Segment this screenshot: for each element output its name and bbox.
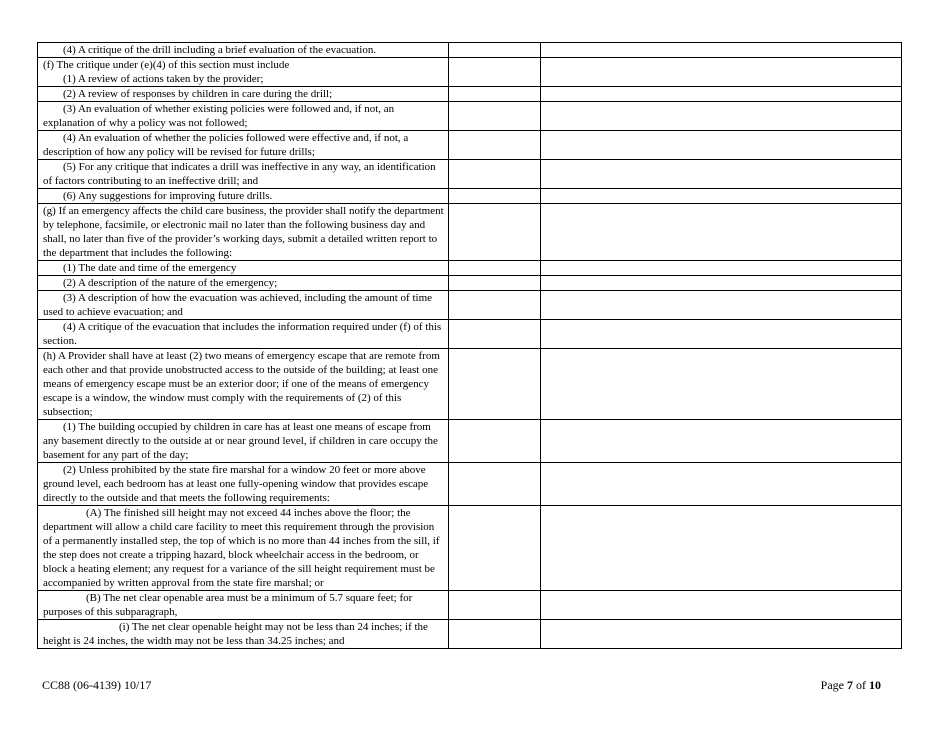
requirement-text: (f) The critique under (e)(4) of this section must include — [43, 59, 290, 71]
requirement-text: (B) The net clear openable area must be a minimum of 5.7 square feet; for purposes of this subparagraph, — [43, 592, 413, 618]
table-row — [38, 43, 902, 58]
table-row — [38, 204, 902, 261]
requirement-text: (4) A critique of the evacuation that includes the information required under (f) of this section. — [43, 321, 442, 347]
requirement-cell — [38, 320, 449, 349]
requirement-text: (h) A Provider shall have at least (2) two means of emergency escape that are remote from each other and that provide unobstructed access to the outside of the building; at least one means of emergency escape must be an exterior door; if one of the means of emergency escape is a window, the window must comply with the requirements of (2) of this subsection; — [43, 350, 440, 418]
compliance-cell[interactable] — [449, 204, 541, 261]
requirement-cell — [38, 102, 449, 131]
compliance-cell[interactable] — [449, 261, 541, 276]
table-row — [38, 320, 902, 349]
requirement-cell — [38, 87, 449, 102]
requirement-text: (2) Unless prohibited by the state fire marshal for a window 20 feet or more above ground level, each bedroom has at least one fully-opening window that provides escape directly to the outside and that meets the following requirements: — [43, 464, 429, 504]
compliance-cell[interactable] — [449, 420, 541, 463]
requirement-cell — [38, 420, 449, 463]
comments-cell[interactable] — [541, 160, 902, 189]
comments-cell[interactable] — [541, 131, 902, 160]
requirement-cell — [38, 58, 449, 87]
requirement-text: (1) The date and time of the emergency — [63, 262, 237, 274]
page-of: of — [856, 678, 866, 692]
comments-cell[interactable] — [541, 349, 902, 420]
compliance-cell[interactable] — [449, 131, 541, 160]
requirement-cell — [38, 204, 449, 261]
comments-cell[interactable] — [541, 320, 902, 349]
requirement-cell — [38, 591, 449, 620]
comments-cell[interactable] — [541, 102, 902, 131]
requirements-table — [37, 42, 902, 649]
comments-cell[interactable] — [541, 189, 902, 204]
compliance-cell[interactable] — [449, 506, 541, 591]
comments-cell[interactable] — [541, 591, 902, 620]
requirement-cell — [38, 131, 449, 160]
compliance-cell[interactable] — [449, 276, 541, 291]
table-row — [38, 276, 902, 291]
compliance-cell[interactable] — [449, 591, 541, 620]
requirement-text: (i) The net clear openable height may not be less than 24 inches; if the height is 24 inches, the width may not be less than 34.25 inches; and — [43, 621, 428, 647]
table-row — [38, 420, 902, 463]
requirement-cell — [38, 620, 449, 649]
page-word: Page — [820, 678, 844, 692]
comments-cell[interactable] — [541, 43, 902, 58]
requirement-cell — [38, 463, 449, 506]
table-row — [38, 87, 902, 102]
table-row — [38, 261, 902, 276]
requirement-text: (g) If an emergency affects the child care business, the provider shall notify the department by telephone, facsimile, or electronic mail no later than the following business day and shall, no later than five of the provider’s working days, submit a detailed written report to the department that includes the following: — [43, 205, 444, 259]
requirement-text: (A) The finished sill height may not exceed 44 inches above the floor; the department will allow a child care facility to meet this requirement through the provision of a permanently installed step, the top of which is no more than 44 inches from the sill, if the step does not create a tripping hazard, block wheelchair access in the bedroom, or block a heating element; any request for a variance of the sill height requirement must be accompanied by written approval from the state fire marshal; or — [43, 507, 440, 589]
compliance-cell[interactable] — [449, 620, 541, 649]
requirement-text: (3) A description of how the evacuation was achieved, including the amount of time used to achieve evacuation; and — [43, 292, 433, 318]
requirement-cell — [38, 160, 449, 189]
comments-cell[interactable] — [541, 204, 902, 261]
compliance-cell[interactable] — [449, 463, 541, 506]
compliance-cell[interactable] — [449, 160, 541, 189]
page-number — [821, 678, 881, 693]
table-row — [38, 463, 902, 506]
comments-cell[interactable] — [541, 620, 902, 649]
comments-cell[interactable] — [541, 276, 902, 291]
table-row — [38, 131, 902, 160]
comments-cell[interactable] — [541, 261, 902, 276]
requirement-text: (5) For any critique that indicates a drill was ineffective in any way, an identification of factors contributing to an ineffective drill; and — [43, 161, 436, 187]
comments-cell[interactable] — [541, 87, 902, 102]
compliance-cell[interactable] — [449, 189, 541, 204]
requirement-cell — [38, 291, 449, 320]
requirement-text: (2) A review of responses by children in care during the drill; — [63, 88, 333, 100]
comments-cell[interactable] — [541, 463, 902, 506]
comments-cell[interactable] — [541, 58, 902, 87]
table-row — [38, 291, 902, 320]
compliance-cell[interactable] — [449, 291, 541, 320]
comments-cell[interactable] — [541, 291, 902, 320]
form-id: CC88 (06-4139) 10/17 — [42, 678, 152, 692]
table-row — [38, 58, 902, 87]
page-total: 10 — [869, 678, 881, 692]
requirement-text: (3) An evaluation of whether existing policies were followed and, if not, an explanation of why a policy was not followed; — [43, 103, 395, 129]
requirement-cell — [38, 189, 449, 204]
requirement-text: (2) A description of the nature of the emergency; — [63, 277, 278, 289]
requirement-cell — [38, 43, 449, 58]
compliance-cell[interactable] — [449, 58, 541, 87]
requirement-text: (4) An evaluation of whether the policies followed were effective and, if not, a description of how any policy will be revised for future drills; — [43, 132, 409, 158]
table-row — [38, 189, 902, 204]
requirement-text: (6) Any suggestions for improving future drills. — [63, 190, 273, 202]
table-row — [38, 620, 902, 649]
compliance-cell[interactable] — [449, 102, 541, 131]
compliance-cell[interactable] — [449, 43, 541, 58]
table-row — [38, 591, 902, 620]
compliance-cell[interactable] — [449, 320, 541, 349]
requirement-text: (1) The building occupied by children in care has at least one means of escape from any basement directly to the outside at or near ground level, if children in care occupy the basement for any part of the day; — [43, 421, 438, 461]
compliance-cell[interactable] — [449, 349, 541, 420]
requirement-subtext: (1) A review of actions taken by the provider; — [63, 73, 264, 85]
requirement-cell — [38, 349, 449, 420]
table-row — [38, 349, 902, 420]
page-current: 7 — [847, 678, 853, 692]
comments-cell[interactable] — [541, 420, 902, 463]
table-row — [38, 506, 902, 591]
requirement-cell — [38, 276, 449, 291]
requirement-text: (4) A critique of the drill including a brief evaluation of the evacuation. — [63, 44, 377, 56]
requirement-cell — [38, 261, 449, 276]
requirement-cell — [38, 506, 449, 591]
table-row — [38, 102, 902, 131]
compliance-cell[interactable] — [449, 87, 541, 102]
table-row — [38, 160, 902, 189]
comments-cell[interactable] — [541, 506, 902, 591]
